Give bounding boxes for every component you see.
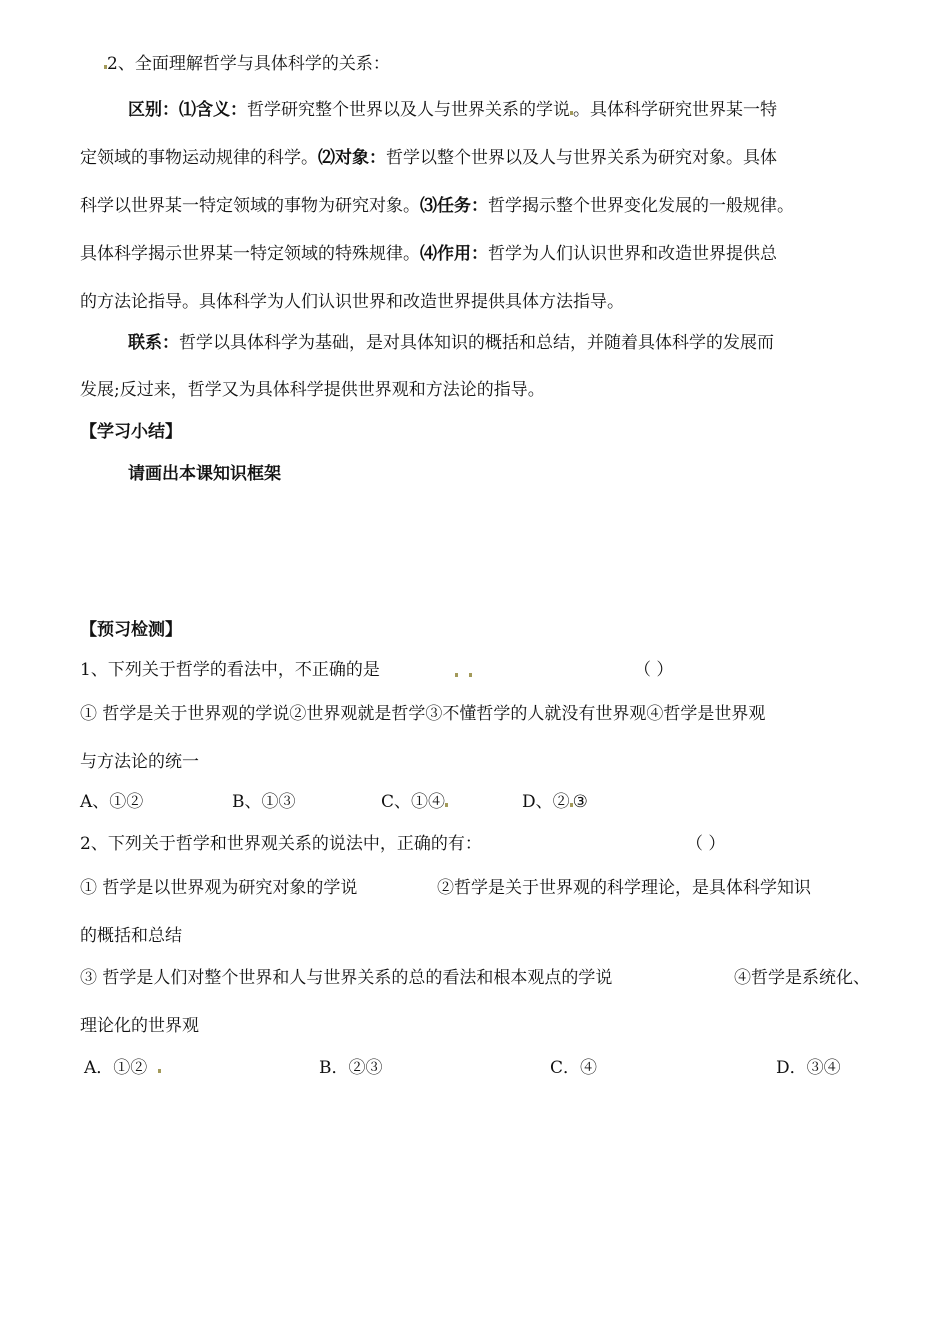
meaning-label: ⑴含义： [179,100,247,120]
diff-line-4 [80,242,777,266]
q2-option-b[interactable]: B．②③ [319,1058,383,1078]
diff-line-1 [128,98,777,122]
marker-dot [158,1069,161,1073]
meaning-text-c: 定领域的事物运动规律的科学。 [80,148,318,168]
check-heading: 【预习检测】 [80,620,182,640]
q2-option-a-text: A．①② [84,1058,148,1078]
summary-prompt: 请画出本课知识框架 [128,464,281,484]
q2-statement-2-cont: 的概括和总结 [80,926,182,946]
q1-statements-1: ① 哲学是关于世界观的学说②世界观就是哲学③不懂哲学的人就没有世界观④哲学是世界观 [80,704,766,724]
q1-option-d-text: D、② [522,792,570,812]
section-title-text: 2、全面理解哲学与具体科学的关系： [107,54,390,74]
object-text-b: 科学以世界某一特定领域的事物为研究对象。 [80,196,420,216]
q1-dots [455,660,472,684]
task-label: ⑶任务： [420,196,488,216]
q2-statement-3: ③ 哲学是人们对整个世界和人与世界关系的总的看法和根本观点的学说 [80,968,613,988]
diff-line-3 [80,194,794,218]
meaning-text-a: 哲学研究整个世界以及人与世界关系的学说 [247,100,570,120]
marker-dot [445,803,448,807]
q2-option-d[interactable]: D．③④ [776,1058,841,1078]
diff-label: 区别： [128,100,179,120]
marker-dot [455,673,458,677]
q1-option-a[interactable]: A、①② [80,792,144,812]
q2-option-a[interactable] [84,1056,161,1080]
link-label: 联系： [128,333,179,353]
q2-statement-2: ②哲学是关于世界观的科学理论，是具体科学知识 [437,878,811,898]
q1-stem-text: 1、下列关于哲学的看法中，不正确的是 [80,660,380,680]
q2-statement-1: ① 哲学是以世界观为研究对象的学说 [80,878,358,898]
diff-line-5 [80,290,624,314]
meaning-text-b: 。具体科学研究世界某一特 [573,100,777,120]
q2-answer-paren[interactable]: （ ） [686,834,726,854]
q1-option-c-text: C、①④ [381,792,446,812]
q1-answer-paren[interactable]: （ ） [634,660,674,680]
link-line-1 [128,331,774,355]
summary-heading: 【学习小结】 [80,422,182,442]
link-text-b: 发展;反过来，哲学又为具体科学提供世界观和方法论的指导。 [80,380,545,400]
task-text-a: 哲学揭示整个世界变化发展的一般规律。 [488,196,794,216]
section-title [104,52,390,76]
q1-option-d-text-b: ③ [572,792,588,812]
q1-option-b[interactable]: B、①③ [232,792,296,812]
marker-dot [469,673,472,677]
link-text-a: 哲学以具体科学为基础，是对具体知识的概括和总结，并随着具体科学的发展而 [179,333,774,353]
object-text-a: 哲学以整个世界以及人与世界关系为研究对象。具体 [386,148,777,168]
q1-option-c[interactable] [381,790,448,814]
object-label: ⑵对象： [318,148,386,168]
role-label: ⑷作用： [420,244,488,264]
task-text-b: 具体科学揭示世界某一特定领域的特殊规律。 [80,244,420,264]
link-line-2 [80,378,545,402]
q1-stem [80,658,380,682]
role-text-b: 的方法论指导。具体科学为人们认识世界和改造世界提供具体方法指导。 [80,292,624,312]
q1-statements-2: 与方法论的统一 [80,752,199,772]
q2-stem: 2、下列关于哲学和世界观关系的说法中，正确的有： [80,834,482,854]
q2-option-c[interactable]: C．④ [550,1058,598,1078]
role-text-a: 哲学为人们认识世界和改造世界提供总 [488,244,777,264]
q1-option-d[interactable] [522,790,588,814]
q2-statement-4: ④哲学是系统化、 [734,968,870,988]
diff-line-2 [80,146,777,170]
q2-statement-4-cont: 理论化的世界观 [80,1016,199,1036]
